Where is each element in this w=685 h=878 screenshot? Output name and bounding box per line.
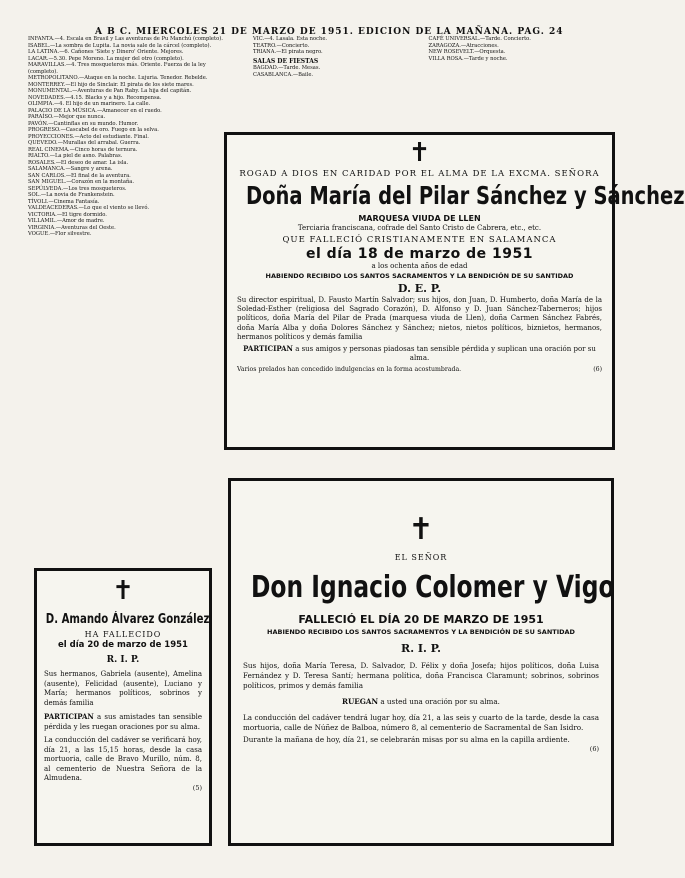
- top-right-col-2: [429, 36, 599, 78]
- obituary-intro: ROGAD A DIOS EN CARIDAD POR EL ALMA DE LA EXCMA. SEÑORA: [239, 169, 600, 179]
- listing-item: PAVÓN.—Cantinflas en su mundo. Humor.: [28, 120, 139, 127]
- listing-item: PROYECCIONES.—Acto del estudiante. Final.: [28, 133, 149, 140]
- listing-item: CASABLANCA.—Baile.: [253, 71, 314, 78]
- obituary-participan: [237, 344, 602, 363]
- listing-item: REAL CINEMA.—Cinco horas de ternura.: [28, 146, 138, 153]
- obituary-conduccion: La conducción del cadáver se verificará hoy, día 21, a las 15,15 horas, desde la casa mortuoria, calle de Bravo Murillo, núm. 8, al cementerio de Nuestra Señora de la Almudena.: [44, 736, 202, 782]
- participan-label: PARTICIPAN: [44, 712, 94, 721]
- listing-item: QUEVEDO.—Murallas del arrabal. Guerra.: [28, 140, 141, 146]
- top-right-col-1: [253, 36, 423, 78]
- ruegan-text: a usted una oración por su alma.: [380, 697, 500, 706]
- obituary-name: D. Amando Álvarez González: [45, 612, 210, 627]
- obituary-family: Sus hijos, doña María Teresa, D. Salvador, D. Félix y doña Josefa; hijos políticos, doña Luisa Fernández y D. Teresa Santí; hermana política, doña Francisca Claramunt; sobrinos, sobrinos políticos, primos y demás familia: [243, 661, 599, 690]
- obituary-pilar-sanchez: [224, 132, 685, 450]
- listing-item: INFANTA.—4. Escala en Brasil y Las aventuras de Pu Manchú (completo).: [28, 36, 223, 42]
- obituary-footer: Varios prelados han concedido indulgencias en la forma acostumbrada.: [237, 366, 462, 374]
- obituary-fallecio: QUE FALLECIÓ CRISTIANAMENTE EN SALAMANCA: [282, 235, 557, 245]
- listing-item: TÍVOLI.—Cinema Fantasía.: [28, 198, 100, 205]
- listing-item: METROPOLITANO.—Ataque en la noche. Lujuria. Tenedor. Rebelde.: [28, 75, 208, 81]
- cross-icon: ✝: [112, 576, 134, 606]
- obituary-ref: (5): [192, 783, 202, 792]
- listing-item: SOL.—La novia de Frankenstein.: [28, 192, 115, 198]
- top-right-listings: [253, 36, 598, 106]
- listing-item: MARAVILLAS.—4. Tres mosqueteros más. Oriente. Fuerza de la ley (completo).: [28, 62, 206, 75]
- listing-item: PALACIO DE LA MÚSICA.—Amanecer en el ruedo.: [28, 107, 162, 114]
- obituary-amando-alvarez: [34, 568, 212, 846]
- listing-item: CAFÉ UNIVERSAL.—Tarde. Concierto.: [428, 36, 531, 42]
- obituary-name: Doña María del Pilar Sánchez y Sánchez: [245, 181, 685, 210]
- obituary-sacraments: HABIENDO RECIBIDO LOS SANTOS SACRAMENTOS Y LA BENDICIÓN DE SU SANTIDAD: [267, 628, 575, 636]
- obituary-fallecio: HA FALLECIDO: [84, 630, 162, 639]
- listing-item: TRIANA.—El pirata negro.: [253, 49, 323, 55]
- listing-item: VALDEACEDERAS.—Lo que el viento se llevó.: [28, 205, 150, 211]
- obituary-ref: (6): [593, 366, 602, 374]
- listing-item: VOGUE.—Flor silvestre.: [28, 231, 92, 237]
- listing-item: SAN CARLOS.—El final de la aventura.: [28, 172, 131, 179]
- listing-item: BAGDAD.—Tarde. Mesas.: [253, 65, 321, 71]
- listing-item: LACAR.—5.30. Pepe Moreno. La mujer del otro (completo).: [28, 55, 184, 62]
- listing-item: VILLAMIL.—Amor de madre.: [28, 218, 105, 224]
- listing-item: ZARAGOZA.—Atracciones.: [428, 42, 499, 49]
- obituary-rip: R. I. P.: [106, 655, 140, 665]
- obituary-rip: R. I. P.: [401, 642, 441, 655]
- obituary-date: el día 20 de marzo de 1951: [58, 640, 188, 650]
- listing-item: VILLA ROSA.—Tarde y noche.: [428, 55, 508, 62]
- participan-text: a sus amigos y personas piadosas tan sensible pérdida y suplican una oración por su alma.: [295, 345, 596, 363]
- listing-item: VICTORIA.—El tigre dormido.: [28, 211, 107, 218]
- cross-icon: ✝: [408, 138, 431, 168]
- left-column-listings: [28, 36, 235, 598]
- listing-item: OLIMPIA.—4. El hijo de un marinero. La calle.: [28, 101, 151, 107]
- obituary-ruegan: [243, 697, 599, 707]
- obituary-sacraments: HABIENDO RECIBIDO LOS SANTOS SACRAMENTOS Y LA BENDICIÓN DE SU SANTIDAD: [265, 272, 574, 280]
- obituary-dep: D. E. P.: [397, 282, 442, 295]
- listing-item: VIC.—4. Lasala. Esta noche.: [253, 36, 328, 42]
- listing-item: ROSALES.—El deseo de amar. La isla.: [28, 159, 129, 166]
- obituary-age: a los ochenta años de edad: [371, 262, 468, 270]
- obituary-name: Don Ignacio Colomer y Vigo: [250, 570, 615, 605]
- obituary-ref: (6): [589, 745, 599, 753]
- listing-item: LA LATINA.—6. Cañones 'Siete y Dinero' Oriente. Mejores.: [28, 49, 184, 55]
- listing-item: NOVEDADES.—4.15. Blacks y a hijo. Recompensa.: [28, 94, 162, 101]
- listing-item: ISABEL.—La sombra de Lupita. La novia sale de la cárcel (completo).: [28, 42, 212, 49]
- obituary-ignacio-colomer: [228, 478, 614, 846]
- obituary-title-line: MARQUESA VIUDA DE LLEN: [358, 214, 481, 223]
- listing-item: SEPÚLVEDA.—Los tres mosqueteros.: [28, 185, 127, 192]
- obituary-family: Su director espiritual, D. Fausto Martín Salvador; sus hijos, don Juan, D. Humberto, doña María de la Soledad-Esther (religiosa del Sagrado Corazón), D. Alfonso y D. Juan Sánchez-Taberneros; hijos políticos, doña María del Pilar de Prada (marquesa viuda de Llen), doña Carmen Sánchez Fabrés, doña María Alba y doña Dolores Sánchez y Sánchez; nietos, nietos políticos, biznietos, hermanos, hermanos políticos y demás familia: [237, 296, 602, 341]
- cross-icon: ✝: [408, 512, 434, 547]
- listing-item: MONUMENTAL.—Aventuras de Pan Raby. La hija del capitán.: [28, 88, 192, 94]
- obituary-date: el día 18 de marzo de 1951: [306, 246, 533, 262]
- listing-item: MONTERREY.—El hijo de Sinclair. El pirata de los siete mares.: [28, 81, 194, 88]
- listing-item: SAN MIGUEL.—Corazón en la montaña.: [28, 179, 135, 185]
- listing-item: TEATRO.—Concierto.: [253, 42, 310, 49]
- listing-item: PARAÍSO.—Mejor que nunca.: [28, 114, 106, 120]
- listing-item: VIRGINIA.—Aventuras del Oeste.: [28, 224, 116, 231]
- obituary-conduccion: La conducción del cadáver tendrá lugar hoy, día 21, a las seis y cuarto de la tarde, desde la casa mortuoria, calle de Núñez de Balboa, número 8, al cementerio de Sacramental de San Isidro.: [243, 713, 599, 732]
- obituary-misas: Durante la mañana de hoy, día 21, se celebrarán misas por su alma en la capilla ardiente.: [243, 735, 570, 744]
- listing-item: RIALTO.—La piel de asno. Palabras.: [28, 153, 123, 159]
- listing-item: PROGRESO.—Cascabel de oro. Fuego en la selva.: [28, 127, 159, 133]
- obituary-intro: EL SEÑOR: [394, 553, 448, 562]
- obituary-participan: [44, 712, 202, 732]
- section-title-salas: SALAS DE FIESTAS: [253, 57, 319, 65]
- obituary-fallecio: FALLECIÓ EL DÍA 20 DE MARZO DE 1951: [298, 613, 544, 626]
- page-header: A B C. MIERCOLES 21 DE MARZO DE 1951. EDICION DE LA MAÑANA. PAG. 24: [95, 27, 564, 37]
- listing-item: NEW ROSEVELT.—Orquesta.: [428, 49, 506, 55]
- listing-item: SALAMANCA.—Sangre y arena.: [28, 166, 113, 172]
- ruegan-label: RUEGAN: [342, 697, 379, 706]
- obituary-subtitle: Terciaria franciscana, cofrade del Santo Cristo de Cabrera, etc., etc.: [297, 224, 542, 232]
- participan-text: a sus amistades tan sensible pérdida y les ruegan oraciones por su alma.: [44, 713, 202, 731]
- participan-label: PARTICIPAN: [243, 344, 293, 354]
- obituary-family: Sus hermanos, Gabriela (ausente), Amelina (ausente), Felicidad (ausente), Luciano y María; hermanos políticos, sobrinos y demás familia: [44, 670, 202, 707]
